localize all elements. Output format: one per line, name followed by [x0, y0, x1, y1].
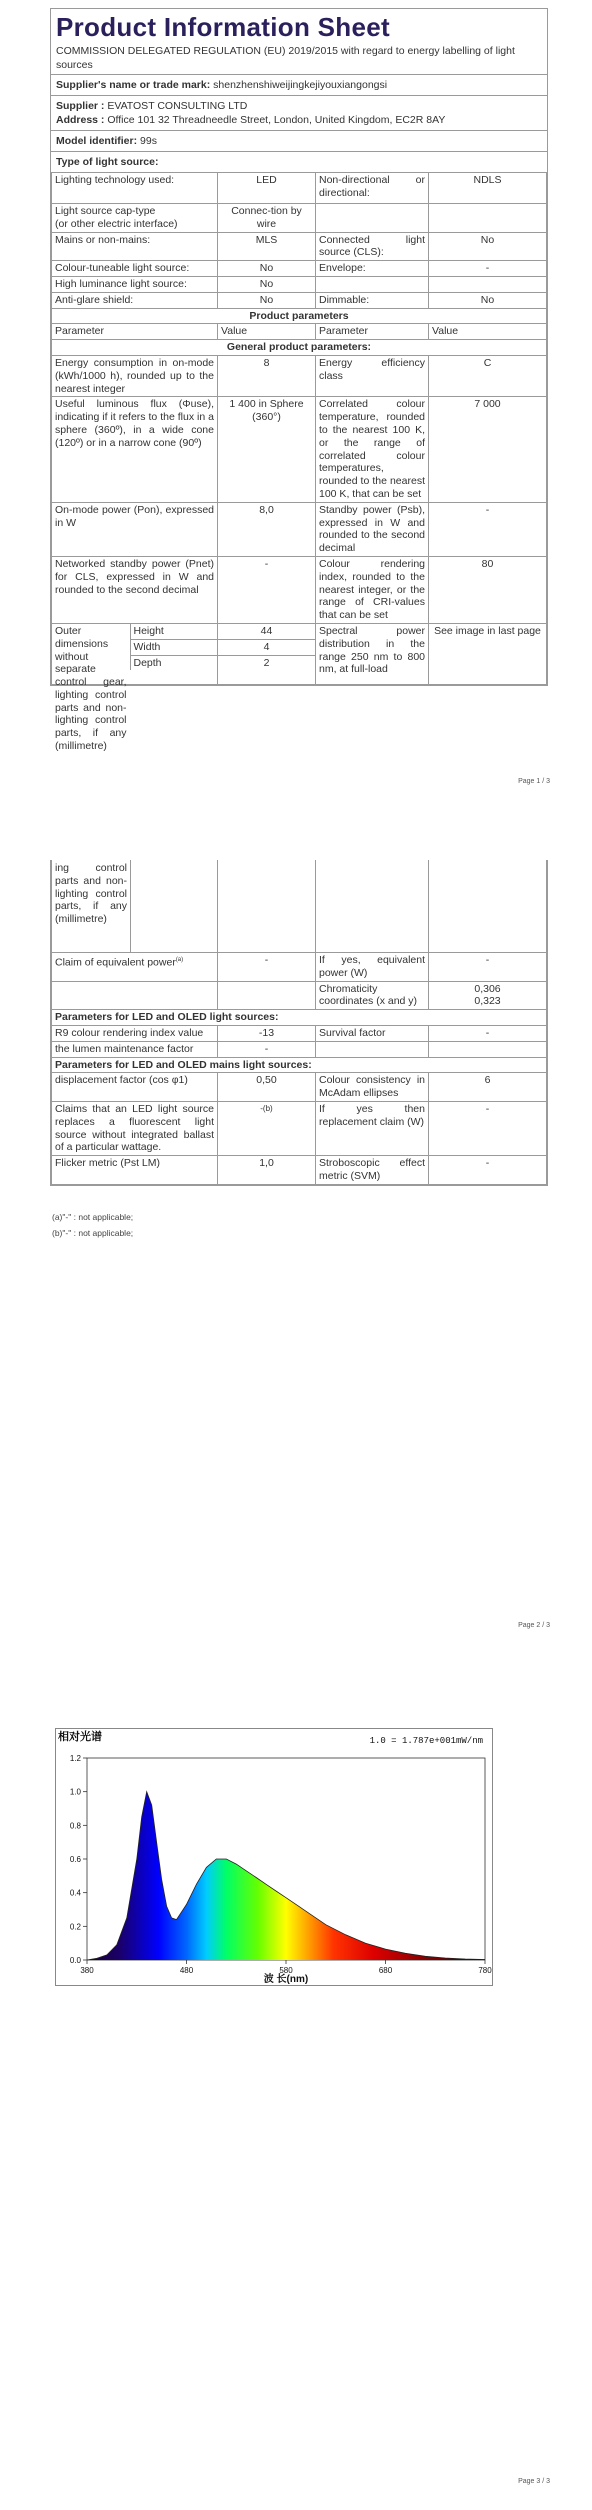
table-row: [52, 261, 547, 277]
page-number: Page 1 / 3: [518, 778, 550, 785]
trademark-value: shenzhenshiweijingkejiyouxiangongsi: [213, 79, 388, 91]
surv-value: -: [429, 1025, 547, 1041]
cons-value: 6: [429, 1073, 547, 1102]
tune-value: No: [218, 261, 316, 277]
page-2: [0, 860, 592, 1640]
chart-title: 相对光谱: [58, 1731, 102, 1743]
table-row: [52, 324, 547, 340]
env-label: Envelope:: [316, 261, 429, 277]
y-tick-label: 1.2: [69, 1754, 81, 1763]
parameters-table-continued: [51, 860, 547, 1185]
pon-label: On-mode power (Pon), expressed in W: [52, 502, 218, 556]
col-header-value-2: Value: [429, 324, 547, 340]
cri-label: Colour rendering index, rounded to the nearest integer, or the range of CRI-values that can be set: [316, 556, 429, 623]
address-value: Office 101 32 Threadneedle Street, London, United Kingdom, EC2R 8AY: [107, 114, 446, 126]
surv-label: Survival factor: [316, 1025, 429, 1041]
table-row: [52, 276, 547, 292]
flicker-label: Flicker metric (Pst LM): [52, 1156, 218, 1185]
dir-label: Non-directional or directional:: [316, 173, 429, 204]
env-value: -: [429, 261, 547, 277]
disp-value: 0,50: [218, 1073, 316, 1102]
pnet-value: -: [218, 556, 316, 623]
table-row: [52, 232, 547, 261]
regulation-text: COMMISSION DELEGATED REGULATION (EU) 2019/2015 with regard to energy labelling of light sources: [56, 45, 515, 71]
table-row: [52, 1057, 547, 1073]
energy-value: 8: [218, 355, 316, 396]
disp-label: displacement factor (cos φ1): [52, 1073, 218, 1102]
spd-label: Spectral power distribution in the range 250 nm to 800 nm, at full-load: [316, 623, 429, 684]
model-label: Model identifier:: [56, 135, 138, 147]
table-row: [52, 397, 547, 502]
spd-value: See image in last page: [429, 623, 547, 684]
table-row: [52, 556, 547, 623]
psb-label: Standby power (Psb), expressed in W and rounded to the second decimal: [316, 502, 429, 556]
trademark-label: Supplier's name or trade mark:: [56, 79, 211, 91]
strobo-label: Stroboscopic effect metric (SVM): [316, 1156, 429, 1185]
width-value: 4: [218, 640, 315, 656]
model-row: [51, 130, 547, 151]
dim-value: No: [429, 292, 547, 308]
supplier-row: [51, 95, 547, 130]
col-header-value: Value: [218, 324, 316, 340]
hl-value: No: [218, 276, 316, 292]
mains-parameters-heading: Parameters for LED and OLED mains light sources:: [52, 1057, 547, 1073]
dim-label: Dimmable:: [316, 292, 429, 308]
lumen-label: the lumen maintenance factor: [52, 1041, 218, 1057]
equiv-label: Claim of equivalent power$^{(a)}$: [52, 953, 218, 982]
table-row: [52, 1025, 547, 1041]
dimensions-subtable: [52, 624, 217, 753]
ag-label: Anti-glare shield:: [52, 292, 218, 308]
x-tick-label: 580: [279, 1966, 293, 1975]
cls-label: Connected light source (CLS):: [316, 232, 429, 261]
chroma-value: 0,306 0,323: [429, 981, 547, 1010]
claim-w-label: If yes then replacement claim (W): [316, 1101, 429, 1155]
tune-label: Colour-tuneable light source:: [52, 261, 218, 277]
flicker-value: 1,0: [218, 1156, 316, 1185]
light-source-table: [51, 172, 547, 753]
y-tick-label: 0.0: [69, 1956, 81, 1965]
eff-label: Energy efficiency class: [316, 355, 429, 396]
y-tick-label: 1.0: [69, 1787, 81, 1797]
equiv-w-label: If yes, equivalent power (W): [316, 953, 429, 982]
cap-label: Light source cap-type (or other electric interface): [52, 204, 218, 233]
height-value: 44: [218, 624, 315, 640]
table-row: [52, 173, 547, 204]
chart-annotation: 1.0 = 1.787e+001mW/nm: [369, 1736, 483, 1746]
pon-value: 8,0: [218, 502, 316, 556]
x-tick-label: 380: [80, 1966, 94, 1975]
col-header-parameter: Parameter: [52, 324, 218, 340]
table-row: [52, 204, 547, 233]
depth-value: 2: [263, 656, 270, 669]
eff-value: C: [429, 355, 547, 396]
cct-label: Correlated colour temperature, rounded to the nearest 100 K, or the range of correlated colour temperatures, rounded to the nearest 100 K, that can be set: [316, 397, 429, 502]
cons-label: Colour consistency in McAdam ellipses: [316, 1073, 429, 1102]
dir-value: NDLS: [429, 173, 547, 204]
table-row: [52, 292, 547, 308]
cri-value: 80: [429, 556, 547, 623]
mains-value: MLS: [218, 232, 316, 261]
x-tick-label: 780: [478, 1966, 492, 1975]
claim-label: Claims that an LED light source replaces a fluorescent light source without integrated ballast of a particular wattage.: [52, 1101, 218, 1155]
spectral-chart: [55, 1728, 493, 1986]
chroma-label: Chromaticity coordinates (x and y): [316, 981, 429, 1010]
general-parameters-heading: General product parameters:: [52, 340, 547, 356]
mains-label: Mains or non-mains:: [52, 232, 218, 261]
width-label: Width: [130, 639, 217, 655]
supplier-value: EVATOST CONSULTING LTD: [107, 100, 248, 112]
page-title: Product Information Sheet: [56, 12, 390, 42]
table-row: [52, 981, 547, 1010]
table-row: [52, 1101, 547, 1155]
tech-label: Lighting technology used:: [52, 173, 218, 204]
lumen-value: -: [218, 1041, 316, 1057]
led-parameters-heading: Parameters for LED and OLED light sources:: [52, 1010, 547, 1026]
y-tick-label: 0.8: [69, 1821, 81, 1831]
energy-label: Energy consumption in on-mode (kWh/1000 h), rounded up to the nearest integer: [52, 355, 218, 396]
sheet-header: [51, 9, 547, 74]
type-label: Type of light source:: [56, 156, 159, 168]
dim-label: Outer dimensions without separate control gear, lighting control parts and non-lighting control parts, if any (millimetre): [52, 624, 130, 670]
table-row: [52, 502, 547, 556]
tech-value: LED: [218, 173, 316, 204]
claim-w-value: -: [429, 1101, 547, 1155]
trademark-row: [51, 74, 547, 95]
cct-value: 7 000: [429, 397, 547, 502]
ag-value: No: [218, 292, 316, 308]
r9-value: -13: [218, 1025, 316, 1041]
table-row: [52, 355, 547, 396]
strobo-value: -: [429, 1156, 547, 1185]
x-axis-label: 波 长(nm): [263, 1974, 309, 1985]
flux-label: Useful luminous flux (Φuse), indicating if it refers to the flux in a sphere (360º), in a wide cone (120º) or in a narrow cone (90º): [52, 397, 218, 502]
table-row: [52, 1156, 547, 1185]
col-header-parameter-2: Parameter: [316, 324, 429, 340]
footnote-a: (a)"-" : not applicable;: [52, 1212, 134, 1222]
claim-value: -(b): [218, 1101, 316, 1155]
supplier-label: Supplier :: [56, 100, 105, 112]
page-number: Page 3 / 3: [518, 2478, 550, 2485]
page-1: [0, 0, 592, 790]
address-label: Address :: [56, 114, 105, 126]
x-tick-label: 680: [378, 1966, 393, 1975]
cls-value: No: [429, 232, 547, 261]
hl-label: High luminance light source:: [52, 276, 218, 292]
x-tick-label: 480: [179, 1966, 194, 1975]
table-row: [52, 860, 547, 953]
equiv-w-value: -: [429, 953, 547, 982]
dim-label-continued: ing control parts and non-lighting control parts, if any (millimetre): [52, 860, 131, 952]
page-number: Page 2 / 3: [518, 1622, 550, 1629]
r9-label: R9 colour rendering index value: [52, 1025, 218, 1041]
pnet-label: Networked standby power (Pnet) for CLS, expressed in W and rounded to the second decimal: [52, 556, 218, 623]
spectral-chart-svg: [55, 1728, 493, 1986]
equiv-value: -: [218, 953, 316, 982]
cap-value: Connec-tion by wire: [218, 204, 316, 233]
footnote-b: (b)"-" : not applicable;: [52, 1228, 134, 1238]
height-label: Height: [130, 624, 217, 639]
y-tick-label: 0.2: [69, 1922, 81, 1932]
info-sheet-box-continued: [50, 860, 548, 1186]
y-tick-label: 0.6: [69, 1855, 81, 1864]
table-row: [52, 340, 547, 356]
table-row: [52, 623, 547, 684]
table-row: [52, 308, 547, 324]
y-tick-label: 0.4: [69, 1888, 81, 1898]
depth-label: Depth: [133, 656, 162, 669]
table-row: [52, 1010, 547, 1026]
table-row: [52, 1073, 547, 1102]
model-value: 99s: [140, 135, 157, 147]
type-row: [51, 151, 547, 172]
psb-value: -: [429, 502, 547, 556]
table-row: [52, 1041, 547, 1057]
product-parameters-heading: Product parameters: [52, 308, 547, 324]
flux-value: 1 400 in Sphere (360°): [218, 397, 316, 502]
info-sheet-box: [50, 8, 548, 753]
table-row: [52, 953, 547, 982]
